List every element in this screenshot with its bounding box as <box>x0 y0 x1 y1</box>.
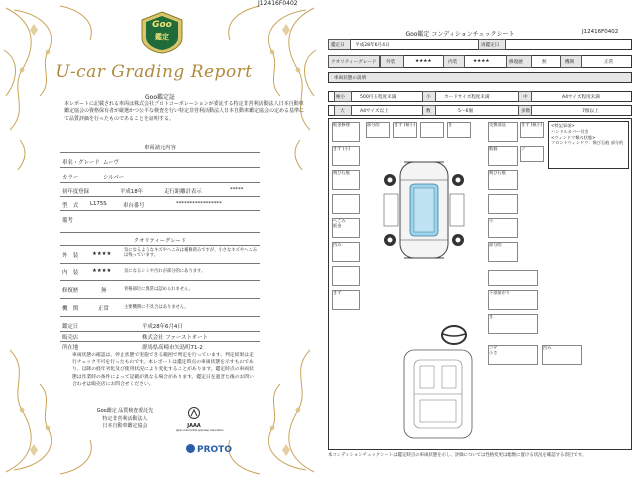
legend-small-label: 極小 <box>336 95 346 100</box>
seal-top-text: Goo <box>152 20 172 30</box>
special-note-line: ハンドルカバー付き <box>551 128 589 134</box>
certificate-subtitle: Goo鑑定証 <box>145 94 175 101</box>
special-notes-title: <特記事項> <box>551 123 575 128</box>
jaaa-subtitle: Japan Automobile Appraiser Association <box>176 429 224 432</box>
grade-label: クオリティーグレード <box>331 60 377 65</box>
damage-label: 板金 <box>333 222 342 228</box>
damage-label: 小さ <box>489 349 498 355</box>
legend-mid-label: 小 <box>426 95 431 100</box>
certificate-title: U-car Grading Report <box>55 62 253 82</box>
color-value: シルバー <box>103 175 125 181</box>
damage-box <box>520 122 544 138</box>
disclaimer-text: 車両状態の確認は、停止状態で実施できる範囲で判定を行っています。判定結果は走行チェック不可を行ったものです。本レポートは鑑定時点の車両状態を示すものであり、以降の経年劣化及び使用状況により変化することがあります。鑑定時点の車両状態は作業時の条件によって記載が異なる場合があります。鑑定日を過ぎた後のお問い合わせは販売店にお問合せください。 <box>72 353 254 387</box>
special-note-line: フロントウィンドウ：飛び石痕 部分的 <box>551 140 624 146</box>
quality-section-title: クオリティーグレード <box>133 238 187 244</box>
mech-label: 機関 <box>565 60 575 65</box>
legend-many-label: 多数 <box>521 109 531 114</box>
damage-box <box>366 122 390 138</box>
damage-label: 飛び石痕 <box>489 170 506 175</box>
damage-label: 凹み <box>543 345 552 350</box>
steering-wheel-icon <box>440 324 468 346</box>
first-registration-value: 平成18年 <box>120 189 144 195</box>
damage-label: き <box>489 314 494 319</box>
legend-count-label: 数 <box>426 109 431 114</box>
damage-box <box>332 170 360 190</box>
notes-label: 備考 <box>62 218 73 224</box>
appraisal-date-label: 鑑定日 <box>62 324 79 330</box>
damage-label: ソ <box>521 146 526 151</box>
issuer-line: 日本自動車鑑定協会 <box>102 423 148 429</box>
damage-box <box>332 194 360 214</box>
proto-mark-icon <box>186 444 195 453</box>
divider <box>60 152 260 153</box>
divider <box>60 210 260 211</box>
divider <box>60 245 260 246</box>
damage-box <box>420 122 444 138</box>
vehicle-name-value: ムーヴ <box>103 160 119 166</box>
divider <box>60 182 260 183</box>
damage-box <box>488 122 518 142</box>
exterior-description: 気になるようなキズやへこみは補修済みですが、小さなキズやへこみは残っています。 <box>124 248 258 259</box>
divider <box>60 280 260 281</box>
exterior-label: 外 装 <box>62 253 79 259</box>
damage-box <box>488 345 538 365</box>
issuer-block <box>80 408 170 431</box>
damage-label: へこみ <box>333 218 346 223</box>
certificate-id: J12416F0402 <box>258 0 298 7</box>
sheet-footer: 本コンディションチェックシートは鑑定時点の車両状態を示し、評価については性格変更は総数に置ける状況を確認する項目です。 <box>328 453 587 458</box>
redate-label: 再鑑定日 <box>481 43 500 48</box>
damage-box <box>332 122 360 142</box>
issuer-line: 特定非営利活動法人 <box>102 415 148 422</box>
engine-label: 機 関 <box>62 306 79 312</box>
damage-box <box>332 218 360 238</box>
exterior-stars: ★★★★ <box>415 59 432 64</box>
repair-value: 無 <box>542 60 547 65</box>
legend-small-value: 500円玉程度未満 <box>360 95 397 100</box>
issuer-line: Goo鑑定 品質検査委託先 <box>96 408 154 414</box>
goo-seal-icon <box>138 10 186 54</box>
damage-box <box>332 290 360 310</box>
appraisal-date-value: 平成28年6月4日 <box>142 324 183 330</box>
damage-label: 数個 <box>489 146 498 151</box>
divider <box>60 263 260 264</box>
repair-label: 修復歴 <box>509 60 523 65</box>
legend-many-value: 7個以上 <box>582 109 599 114</box>
car-top-view-icon <box>360 140 488 280</box>
divider <box>60 196 260 197</box>
divider <box>60 232 260 233</box>
mileage-value: ***** <box>230 187 244 193</box>
sheet-header-title: Goo鑑定 コンディションチェックシート <box>405 31 515 38</box>
dealer-value: 株式会社 ファーストオート <box>142 335 208 341</box>
dealer-label: 販売店 <box>62 335 79 341</box>
interior-label: 内 装 <box>62 270 79 276</box>
interior-stars: ★★★★ <box>92 268 112 274</box>
repair-history-value: 無 <box>101 288 107 294</box>
state-title: 車両状態の説明 <box>334 76 367 81</box>
damage-label: 下部前がり <box>489 290 510 295</box>
engine-description: 主要機関に不具合はありません。 <box>124 305 189 310</box>
repair-description: 骨格部位に異常は認められません。 <box>124 287 194 292</box>
interior-description: 気になるシミや汚れが部分的にあります。 <box>124 269 206 274</box>
damage-label: コゲ <box>489 345 498 350</box>
damage-label: きず (極小) <box>521 122 543 127</box>
damage-box <box>332 146 360 166</box>
damage-box <box>447 122 471 138</box>
first-registration-label: 初年度登録 <box>62 189 89 195</box>
divider <box>60 341 260 342</box>
certificate-intro: 本レポートに記載される車両は株式会社プロトコーポレーションが委託する特定非営利活動法人日本自動車鑑定協会の資格保有者が厳選かつ公平な検査を行い特定非営利活動法人日本自動車鑑定協会の定める基準にて品質評価を行ったものであることを証明する。 <box>64 101 305 122</box>
date-value: 平成28年6月4日 <box>355 43 390 48</box>
exterior-label: 外装 <box>386 60 396 65</box>
damage-box <box>488 170 518 190</box>
damage-box <box>332 266 360 286</box>
damage-box <box>488 194 518 214</box>
engine-value: 正常 <box>98 306 109 312</box>
damage-box <box>488 290 538 310</box>
damage-box <box>542 345 582 365</box>
proto-logo <box>186 444 232 455</box>
damage-label: 小 <box>489 218 494 223</box>
model-label: 型 式 <box>62 203 79 209</box>
damage-label: 飛び石痕 <box>333 170 350 175</box>
special-note-line: <ウィンドウ類の状態> <box>551 134 596 140</box>
legend-large-label: 大 <box>340 109 345 114</box>
mileage-label: 走行距離計表示 <box>164 189 202 195</box>
damage-box <box>488 146 518 166</box>
divider <box>60 316 260 317</box>
damage-box <box>488 242 518 262</box>
divider <box>60 167 260 168</box>
vehicle-section-title: 車両諸元内容 <box>144 145 176 151</box>
address-label: 所在地 <box>62 345 79 351</box>
damage-box <box>488 218 518 238</box>
jaaa-label: JAAA <box>187 423 201 429</box>
damage-label: 交換部品 <box>489 122 506 127</box>
legend-medium-value: A4サイズ程度未満 <box>562 95 600 100</box>
interior-stars: ★★★★ <box>473 59 490 64</box>
damage-label: きず (極小) <box>394 122 416 127</box>
damage-label: 板金修理 <box>333 122 350 127</box>
damage-box <box>332 242 360 262</box>
damage-label: 部分的 <box>489 242 502 247</box>
damage-box <box>488 314 538 334</box>
color-label: カラー <box>62 175 79 181</box>
car-underside-view-icon <box>390 344 486 444</box>
sheet-cert-id: J12416F0402 <box>582 29 619 35</box>
address-value: 群馬県高崎市矢島町71-2 <box>142 345 203 351</box>
exterior-stars: ★★★★ <box>92 251 112 257</box>
date-label: 鑑定日 <box>331 43 345 48</box>
damage-label: 凹み <box>333 242 342 247</box>
model-value: L175S <box>90 201 107 207</box>
state-title-row <box>328 72 632 83</box>
divider <box>60 298 260 299</box>
damage-box <box>488 270 538 286</box>
seal-bottom-text: 鑑定 <box>155 33 169 41</box>
repair-history-label: 修復歴 <box>62 288 79 294</box>
legend-large-value: A4サイズ以上 <box>360 109 389 114</box>
damage-label: きず (小) <box>333 146 351 151</box>
damage-box <box>393 122 417 138</box>
damage-label: き <box>448 122 453 127</box>
chassis-value: ***************** <box>176 201 222 207</box>
vehicle-name-label: 車名・グレード <box>62 160 100 166</box>
chassis-label: 車台番号 <box>123 203 145 209</box>
proto-label: PROTO <box>197 445 232 455</box>
condition-check-sheet <box>320 0 640 480</box>
interior-label: 内装 <box>448 60 458 65</box>
mech-value: 正常 <box>604 60 614 65</box>
damage-label: 部分的 <box>367 122 380 127</box>
legend-medium-label: 中 <box>523 95 528 100</box>
damage-label: きず <box>333 290 342 295</box>
damage-box <box>520 146 544 162</box>
jaaa-logo-icon <box>176 404 224 432</box>
special-notes-box <box>548 121 629 169</box>
legend-count-value: 5〜6個 <box>458 109 474 114</box>
legend-mid-value: カードサイズ程度未満 <box>444 95 490 100</box>
divider <box>60 331 260 332</box>
